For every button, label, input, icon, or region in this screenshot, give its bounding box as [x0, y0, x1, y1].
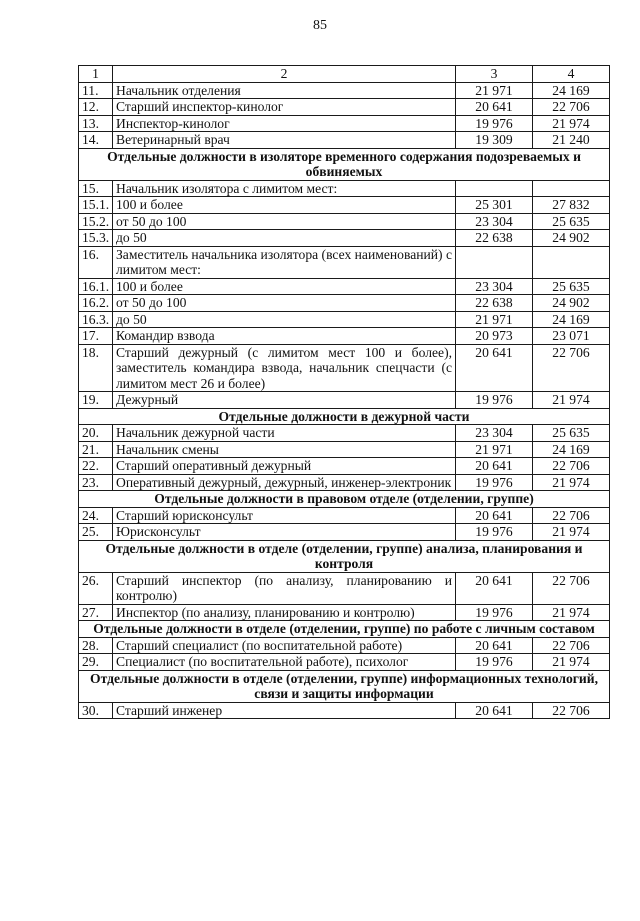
table-row — [79, 180, 610, 197]
table-row — [79, 458, 610, 475]
row-number: 20. — [79, 425, 113, 442]
header-col-2: 2 — [113, 66, 456, 83]
row-number: 15.3. — [79, 230, 113, 247]
table-row — [79, 654, 610, 671]
table-row — [79, 132, 610, 149]
salary-value-col4 — [533, 180, 610, 197]
salary-value-col4: 25 635 — [533, 213, 610, 230]
section-header-row — [79, 491, 610, 508]
salary-value-col4: 22 706 — [533, 702, 610, 719]
table-row — [79, 230, 610, 247]
table-row — [79, 637, 610, 654]
table-row — [79, 82, 610, 99]
position-name: Инспектор-кинолог — [113, 115, 456, 132]
table-row — [79, 311, 610, 328]
table-row — [79, 702, 610, 719]
table-row — [79, 115, 610, 132]
section-title: Отдельные должности в изоляторе временного содержания подозреваемых и обвиняемых — [79, 148, 610, 180]
position-name: 100 и более — [113, 197, 456, 214]
salary-table-body — [79, 66, 610, 719]
salary-value-col4: 24 169 — [533, 311, 610, 328]
table-row — [79, 328, 610, 345]
row-number: 13. — [79, 115, 113, 132]
position-name: 100 и более — [113, 278, 456, 295]
table-row — [79, 213, 610, 230]
position-name: Начальник дежурной части — [113, 425, 456, 442]
row-number: 30. — [79, 702, 113, 719]
table-row — [79, 604, 610, 621]
position-name: Старший инженер — [113, 702, 456, 719]
position-name: Начальник отделения — [113, 82, 456, 99]
salary-value-col4: 22 706 — [533, 99, 610, 116]
salary-value-col4: 21 240 — [533, 132, 610, 149]
position-name: Старший инспектор-кинолог — [113, 99, 456, 116]
header-col-3: 3 — [456, 66, 533, 83]
position-name: Заместитель начальника изолятора (всех наименований) с лимитом мест: — [113, 246, 456, 278]
salary-value-col3: 20 973 — [456, 328, 533, 345]
salary-value-col4: 25 635 — [533, 425, 610, 442]
salary-value-col4: 21 974 — [533, 115, 610, 132]
table-row — [79, 474, 610, 491]
position-name: до 50 — [113, 230, 456, 247]
section-header-row — [79, 670, 610, 702]
salary-value-col4: 24 902 — [533, 230, 610, 247]
salary-value-col3: 21 971 — [456, 311, 533, 328]
position-name: Старший специалист (по воспитательной работе) — [113, 637, 456, 654]
row-number: 15.2. — [79, 213, 113, 230]
table-row — [79, 425, 610, 442]
salary-value-col3: 20 641 — [456, 507, 533, 524]
salary-value-col4: 21 974 — [533, 524, 610, 541]
row-number: 27. — [79, 604, 113, 621]
row-number: 16.3. — [79, 311, 113, 328]
salary-value-col4: 22 706 — [533, 507, 610, 524]
salary-table — [78, 65, 610, 719]
salary-value-col4: 21 974 — [533, 392, 610, 409]
table-row — [79, 99, 610, 116]
position-name: Старший оперативный дежурный — [113, 458, 456, 475]
position-name: Начальник смены — [113, 441, 456, 458]
table-header-row — [79, 66, 610, 83]
salary-value-col4: 24 169 — [533, 82, 610, 99]
salary-value-col3: 20 641 — [456, 702, 533, 719]
position-name: Командир взвода — [113, 328, 456, 345]
salary-value-col3: 23 304 — [456, 278, 533, 295]
table-row — [79, 344, 610, 392]
row-number: 29. — [79, 654, 113, 671]
position-name: Дежурный — [113, 392, 456, 409]
salary-value-col4: 27 832 — [533, 197, 610, 214]
section-header-row — [79, 408, 610, 425]
position-name: Ветеринарный врач — [113, 132, 456, 149]
position-name: Специалист (по воспитательной работе), психолог — [113, 654, 456, 671]
row-number: 12. — [79, 99, 113, 116]
salary-value-col4: 21 974 — [533, 474, 610, 491]
row-number: 16.2. — [79, 295, 113, 312]
table-row — [79, 278, 610, 295]
row-number: 19. — [79, 392, 113, 409]
salary-value-col3: 20 641 — [456, 99, 533, 116]
section-title: Отдельные должности в отделе (отделении, группе) информационных технологий, связи и защиты информации — [79, 670, 610, 702]
salary-value-col4: 25 635 — [533, 278, 610, 295]
salary-value-col3: 21 971 — [456, 441, 533, 458]
salary-value-col4: 22 706 — [533, 572, 610, 604]
position-name: Старший инспектор (по анализу, планированию и контролю) — [113, 572, 456, 604]
table-row — [79, 295, 610, 312]
row-number: 18. — [79, 344, 113, 392]
position-name: Оперативный дежурный, дежурный, инженер-электроник — [113, 474, 456, 491]
table-row — [79, 197, 610, 214]
position-name: Начальник изолятора с лимитом мест: — [113, 180, 456, 197]
salary-value-col4: 21 974 — [533, 654, 610, 671]
salary-value-col3: 22 638 — [456, 230, 533, 247]
position-name: от 50 до 100 — [113, 295, 456, 312]
salary-value-col3: 19 976 — [456, 392, 533, 409]
salary-value-col4: 22 706 — [533, 637, 610, 654]
salary-value-col3: 23 304 — [456, 213, 533, 230]
salary-value-col3: 20 641 — [456, 572, 533, 604]
section-title: Отдельные должности в отделе (отделении, группе) анализа, планирования и контроля — [79, 540, 610, 572]
salary-value-col3: 25 301 — [456, 197, 533, 214]
section-header-row — [79, 621, 610, 638]
salary-value-col3: 21 971 — [456, 82, 533, 99]
position-name: до 50 — [113, 311, 456, 328]
header-col-1: 1 — [79, 66, 113, 83]
section-header-row — [79, 148, 610, 180]
row-number: 17. — [79, 328, 113, 345]
salary-value-col3 — [456, 246, 533, 278]
table-row — [79, 246, 610, 278]
salary-value-col4 — [533, 246, 610, 278]
table-row — [79, 507, 610, 524]
table-row — [79, 524, 610, 541]
salary-value-col3: 20 641 — [456, 458, 533, 475]
row-number: 16. — [79, 246, 113, 278]
position-name: от 50 до 100 — [113, 213, 456, 230]
position-name: Юрисконсульт — [113, 524, 456, 541]
salary-value-col3: 19 976 — [456, 604, 533, 621]
salary-value-col3: 19 309 — [456, 132, 533, 149]
salary-value-col4: 24 169 — [533, 441, 610, 458]
salary-value-col4: 21 974 — [533, 604, 610, 621]
table-row — [79, 392, 610, 409]
row-number: 23. — [79, 474, 113, 491]
table-row — [79, 572, 610, 604]
row-number: 28. — [79, 637, 113, 654]
salary-value-col4: 22 706 — [533, 458, 610, 475]
header-col-4: 4 — [533, 66, 610, 83]
salary-value-col3: 19 976 — [456, 115, 533, 132]
salary-value-col4: 24 902 — [533, 295, 610, 312]
salary-value-col4: 23 071 — [533, 328, 610, 345]
table-row — [79, 441, 610, 458]
section-header-row — [79, 540, 610, 572]
row-number: 21. — [79, 441, 113, 458]
section-title: Отдельные должности в правовом отделе (отделении, группе) — [79, 491, 610, 508]
row-number: 25. — [79, 524, 113, 541]
row-number: 22. — [79, 458, 113, 475]
row-number: 11. — [79, 82, 113, 99]
row-number: 26. — [79, 572, 113, 604]
position-name: Инспектор (по анализу, планированию и контролю) — [113, 604, 456, 621]
row-number: 14. — [79, 132, 113, 149]
page-number: 85 — [313, 18, 327, 33]
row-number: 15.1. — [79, 197, 113, 214]
salary-value-col3: 23 304 — [456, 425, 533, 442]
row-number: 15. — [79, 180, 113, 197]
salary-value-col3: 20 641 — [456, 344, 533, 392]
position-name: Старший юрисконсульт — [113, 507, 456, 524]
salary-value-col3: 19 976 — [456, 474, 533, 491]
section-title: Отдельные должности в дежурной части — [79, 408, 610, 425]
row-number: 16.1. — [79, 278, 113, 295]
salary-value-col3: 20 641 — [456, 637, 533, 654]
salary-value-col4: 22 706 — [533, 344, 610, 392]
row-number: 24. — [79, 507, 113, 524]
salary-value-col3: 19 976 — [456, 654, 533, 671]
salary-value-col3: 22 638 — [456, 295, 533, 312]
position-name: Старший дежурный (с лимитом мест 100 и более), заместитель командира взвода, начальник спецчасти (с лимитом мест 26 и более) — [113, 344, 456, 392]
salary-value-col3 — [456, 180, 533, 197]
salary-value-col3: 19 976 — [456, 524, 533, 541]
section-title: Отдельные должности в отделе (отделении, группе) по работе с личным составом — [79, 621, 610, 638]
